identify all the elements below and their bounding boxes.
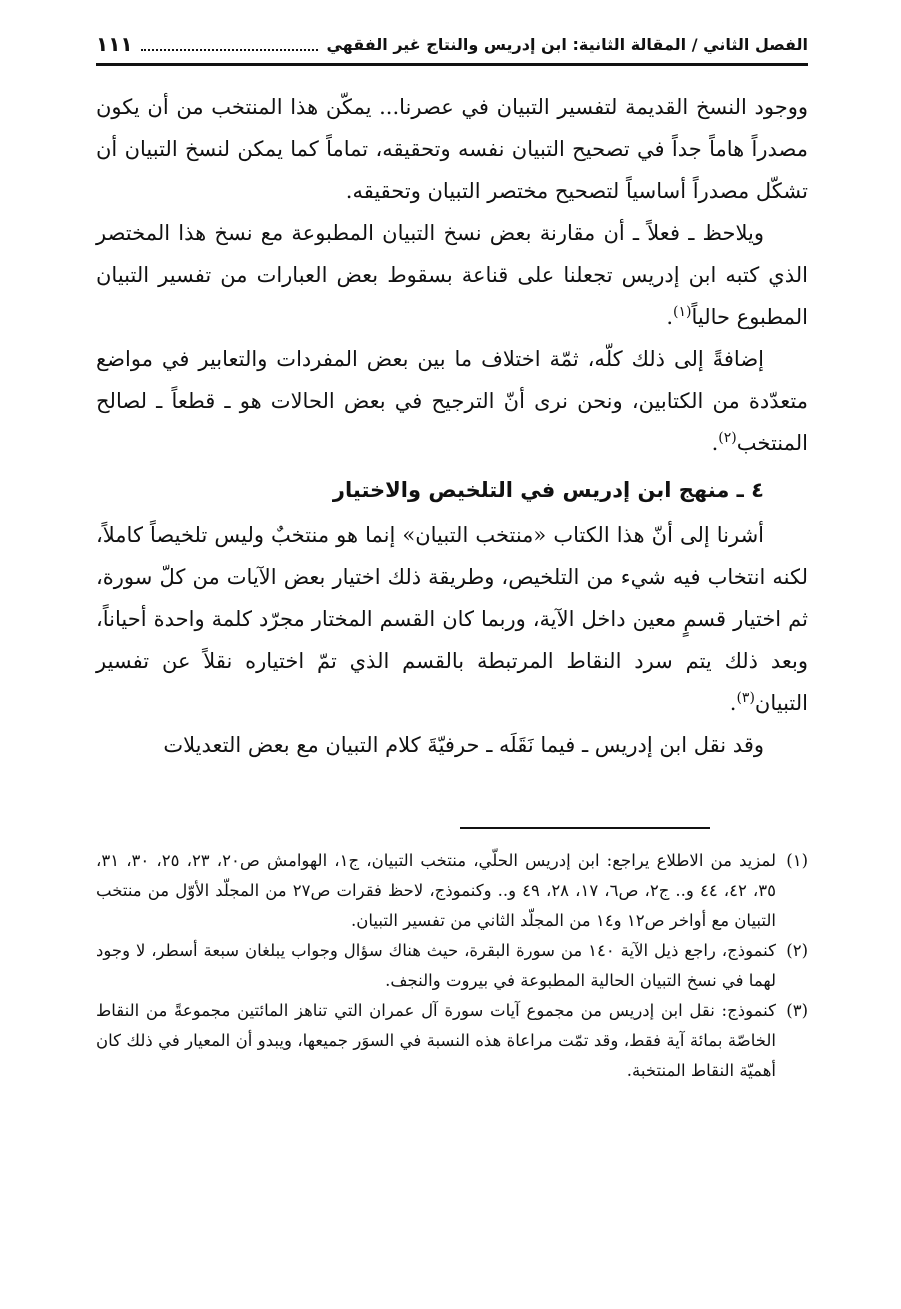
paragraph-4 [96,514,808,724]
footnote-1 [96,846,808,936]
footnote-2-text: كنموذج، راجع ذيل الآية ١٤٠ من سورة البقرة، حيث هناك سؤال وجواب يبلغان سبعة أسطر، لا وجود لهما في نسخ التبيان الحالية المطبوعة في بيروت والنجف. [96,941,776,990]
paragraph-5: وقد نقل ابن إدريس ـ فيما نَقَلَه ـ حرفيّةَ كلام التبيان مع بعض التعديلات [163,733,764,757]
footnote-3-text: كنموذج: نقل ابن إدريس من مجموع آيات سورة آل عمران التي تناهز المائتين مجموعةً من النقاط الخاصّة بمائة آية فقط، وقد تمّت مراعاة هذه النسبة في السوَر جميعها، ويبدو أن المعيار في ذلك كان أهميّة النقاط المنتخبة. [96,1001,776,1080]
footnote-2-number: (٢) [786,941,808,960]
paragraph-2-period: . [666,305,674,329]
footnote-3-number: (٣) [786,1001,808,1020]
footnote-ref-3[interactable]: (٣) [736,690,755,706]
paragraph-4-period: . [729,691,737,715]
page-number: ١١١ [96,32,133,56]
footnote-1-text: لمزيد من الاطلاع يراجع: ابن إدريس الحلّي، منتخب التبيان، ج١، الهوامش ص٢٠، ٢٣، ٢٥، ٣٠، ٣١، ٣٥، ٤٢، ٤٤ و.. ج٢، ص٦، ١٧، ٢٨، ٤٩ و.. وكنموذج، لاحظ فقرات ص٢٧ من المجلّد الأوّل من منتخب التبيان مع أواخر ص١٢ و١٤ من المجلّد الثاني من تفسير التبيان. [96,851,777,930]
paragraph-3 [96,338,808,464]
paragraph-3-period: . [711,431,719,455]
paragraph-2 [96,212,808,338]
section-heading: ٤ ـ منهج ابن إدريس في التلخيص والاختيار [332,478,764,502]
footnote-ref-1[interactable]: (١) [673,304,692,320]
running-header [96,28,808,60]
paragraph-1: ووجود النسخ القديمة لتفسير التبيان في عصرنا... يمكّن هذا المنتخب من أن يكون مصدراً هاماً جداً في تصحيح التبيان نفسه وتحقيقه، تماماً كما يمكن لنسخ التبيان أن تشكّل مصدراً أساسياً لتصحيح مختصر التبيان وتحقيقه. [96,95,808,203]
header-rule [96,63,808,66]
chapter-title: الفصل الثاني / المقالة الثانية: ابن إدريس والنتاج غير الفقهي [326,34,808,54]
footnote-3 [96,996,808,1086]
header-dot-leader [141,37,319,51]
paragraph-2-text: ويلاحظ ـ فعلاً ـ أن مقارنة بعض نسخ التبيان المطبوعة مع نسخ هذا المختصر الذي كتبه ابن إدريس تجعلنا على قناعة بسقوط بعض العبارات من تفسير التبيان المطبوع حالياً [96,221,808,329]
footnote-1-number: (١) [786,851,808,870]
footnote-ref-2[interactable]: (٢) [718,430,737,446]
paragraph-4-text: أشرنا إلى أنّ هذا الكتاب «منتخب التبيان» إنما هو منتخبٌ وليس تلخيصاً كاملاً، لكنه انتخاب فيه شيء من التلخيص، وطريقة ذلك اختيار بعض الآيات من كلّ سورة، ثم اختيار قسمٍ معين داخل الآية، وربما كان القسم المختار مجرّد كلمة واحدة أحياناً، وبعد ذلك يتم سرد النقاط المرتبطة بالقسم الذي تمّ اختياره نقلاً عن تفسير التبيان [96,523,808,715]
footnotes [96,846,808,1086]
footnote-2 [96,936,808,996]
main-text [96,86,808,766]
paragraph-3-text: إضافةً إلى ذلك كلّه، ثمّة اختلاف ما بين بعض المفردات والتعابير في مواضع متعدّدة من الكتابين، ونحن نرى أنّ الترجيح في بعض الحالات هو ـ قطعاً ـ لصالح المنتخب [96,347,808,455]
footnote-separator [460,827,710,829]
